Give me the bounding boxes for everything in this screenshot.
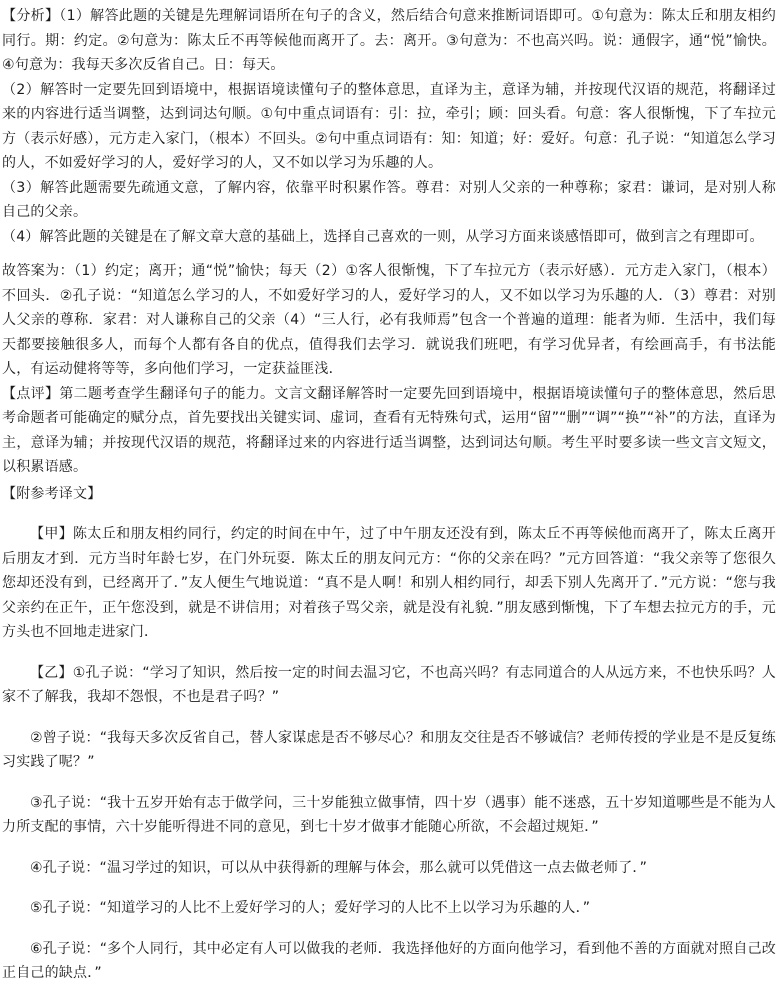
translation-jia: 【甲】陈太丘和朋友相约同行，约定的时间在中午，过了中午朋友还没有到，陈太丘不再等候他而离开了，陈太丘离开后朋友才到．元方当时年龄七岁，在门外玩耍．陈太丘的朋友问元方：“你的父亲在吗？”元方回答道：“我父亲等了您很久您却还没有到，已经离开了．”友人便生气地说道：“真不是人啊！和别人相约同行，却丢下别人先离开了．”元方说：“您与我父亲约在正午，正午您没到，就是不讲信用；对着孩子骂父亲，就是没有礼貌．”朋友感到惭愧，下了车想去拉元方的手，元方头也不回地走进家门． xyxy=(2,526,776,640)
translation-yi-3: ③孔子说：“我十五岁开始有志于做学问，三十岁能独立做事情，四十岁（遇事）能不迷惑，五十岁知道哪些是不能为人力所支配的事情，六十岁能听得进不同的意见，到七十岁才做事才能随心所欲，不会超过规矩．” xyxy=(2,794,776,835)
analysis-part-3: （3）解答此题需要先疏通文意，了解内容，依靠平时积累作答。尊君：对别人父亲的一种尊称；家君：谦词，是对别人称自己的父亲。 xyxy=(2,179,776,220)
translation-yi-1: 【乙】①孔子说：“学习了知识，然后按一定的时间去温习它，不也高兴吗？有志同道合的人从远方来，不也快乐吗？人家不了解我，我却不怨恨，不也是君子吗？” xyxy=(2,664,776,705)
analysis-part-2: （2）解答时一定要先回到语境中，根据语境读懂句子的整体意思，直译为主，意译为辅，并按现代汉语的规范，将翻译过来的内容进行适当调整，达到词达句顺。①句中重点词语有：引：拉，牵引；顾：回头看。句意：客人很惭愧，下了车拉元方（表示好感），元方走入家门，（根本）不回头。②句中重点词语有：知：知道；好：爱好。句意：孔子说：“知道怎么学习的人，不如爱好学习的人，爱好学习的人，又不如以学习为乐趣的人。 xyxy=(2,81,776,171)
translation-yi-2: ②曾子说：“我每天多次反省自己，替人家谋虑是否不够尽心？和朋友交往是否不够诚信？老师传授的学业是不是反复练习实践了呢？” xyxy=(2,729,776,770)
translation-yi-5: ⑤孔子说：“知道学习的人比不上爱好学习的人；爱好学习的人比不上以学习为乐趣的人．” xyxy=(30,900,591,916)
translation-yi-4: ④孔子说：“温习学过的知识，可以从中获得新的理解与体会，那么就可以凭借这一点去做老师了．” xyxy=(30,859,648,876)
comment-paragraph: 【点评】第二题考查学生翻译句子的能力。文言文翻译解答时一定要先回到语境中，根据语境读懂句子的整体意思，然后思考命题者可能确定的赋分点，首先要找出关键实词、虚词，查看有无特殊句式，运用“留”“删”“调”“换”“补”的方法，直译为主，意译为辅；并按现代汉语的规范，将翻译过来的内容进行适当调整，达到词达句顺。考生平时要多读一些文言文短文，以积累语感。 xyxy=(2,385,776,475)
answer-paragraph: 故答案为：（1）约定；离开；通“悦”愉快；每天（2）①客人很惭愧，下了车拉元方（表示好感）．元方走入家门，（根本）不回头．②孔子说：“知道怎么学习的人，不如爱好学习的人，爱好学习的人，又不如以学习为乐趣的人．（3）尊君：对别人父亲的尊称．家君：对人谦称自己的父亲（4）“三人行，必有我师焉”包含一个普遍的道理：能者为师．生活中，我们每天都要接触很多人，而每个人都有各自的优点，值得我们去学习．就说我们班吧，有学习优异者，有绘画高手，有书法能人，有运动健将等等，多向他们学习，一定获益匪浅． xyxy=(2,263,776,377)
analysis-part-1: 【分析】（1）解答此题的关键是先理解词语所在句子的含义，然后结合句意来推断词语即可。①句意为：陈太丘和朋友相约同行。期：约定。②句意为：陈太丘不再等候他而离开了。去：离开。③句意为：不也高兴吗。说：通假字，通“悦”愉快。④句意为：我每天多次反省自己。日：每天。 xyxy=(2,8,776,73)
translation-yi-6: ⑥孔子说：“多个人同行，其中必定有人可以做我的老师．我选择他好的方面向他学习，看到他不善的方面就对照自己改正自己的缺点．” xyxy=(2,940,776,981)
translation-header: 【附参考译文】 xyxy=(2,485,102,502)
analysis-part-4: （4）解答此题的关键是在了解文章大意的基础上，选择自己喜欢的一则，从学习方面来谈感悟即可，做到言之有理即可。 xyxy=(2,228,764,245)
